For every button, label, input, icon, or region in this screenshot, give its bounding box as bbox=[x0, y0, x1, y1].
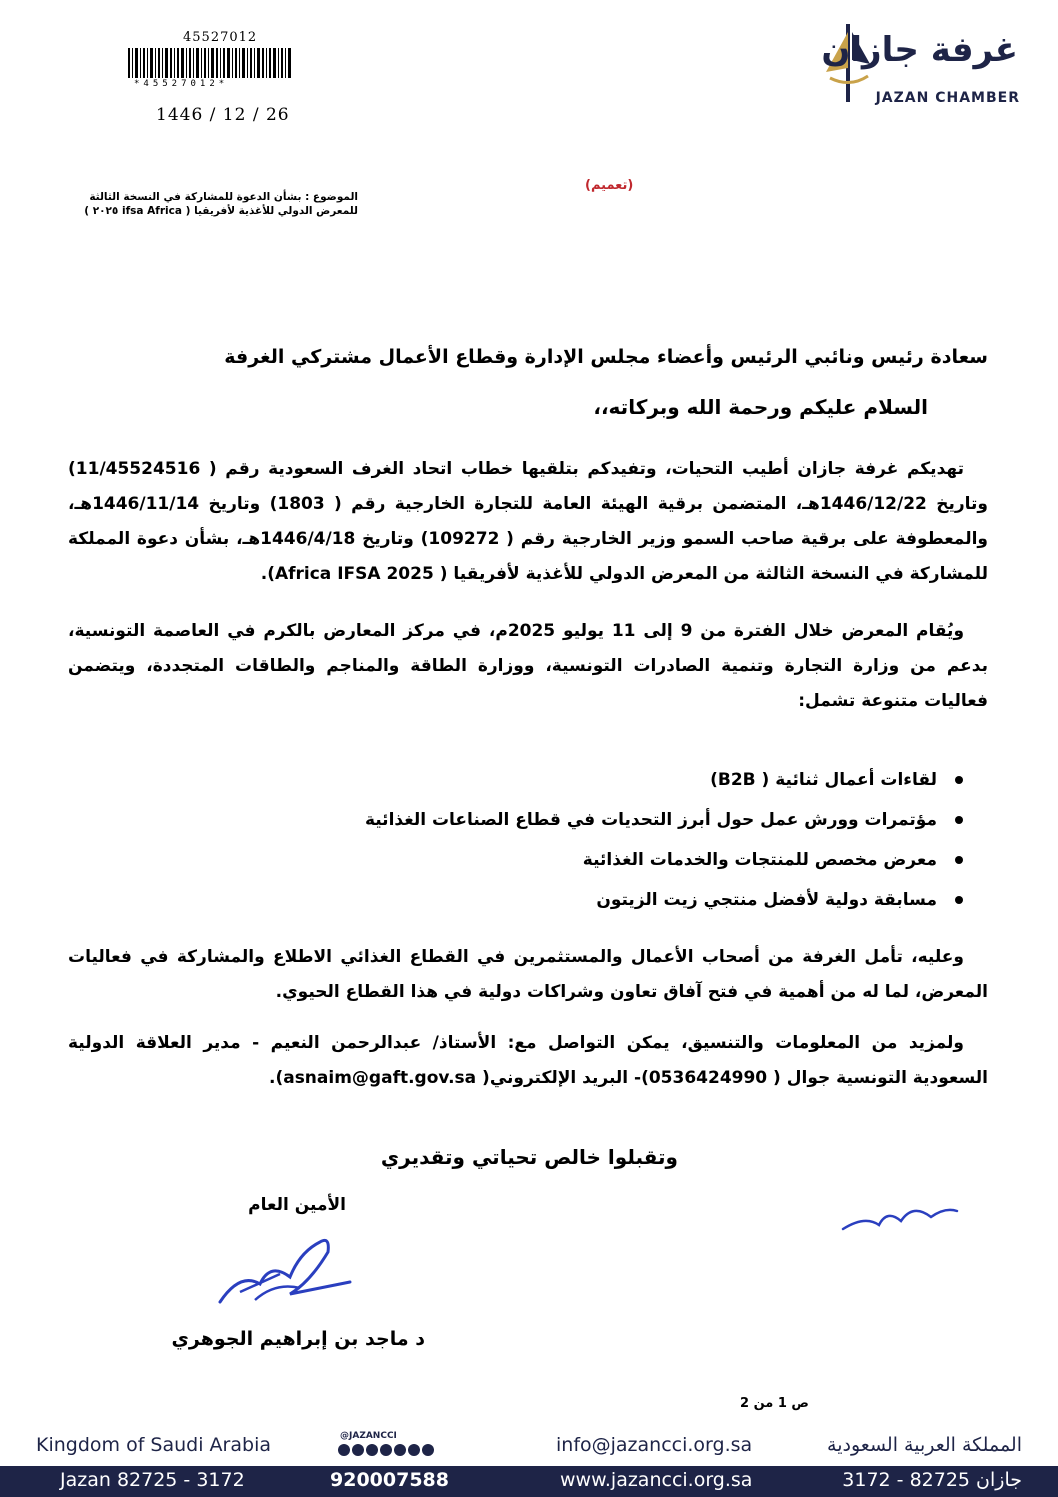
initials-icon bbox=[835, 1195, 965, 1245]
footer-website-link[interactable]: www.jazancci.org.sa bbox=[560, 1469, 753, 1491]
footer-social-handle: @JAZANCCI bbox=[340, 1431, 397, 1441]
footer-country-en: Kingdom of Saudi Arabia bbox=[36, 1434, 271, 1456]
closing-line: وتقبلوا خالص تحياتي وتقديري bbox=[380, 1145, 678, 1169]
bullet-icon bbox=[955, 776, 963, 784]
events-list bbox=[365, 760, 963, 920]
list-item: مؤتمرات وورش عمل حول أبرز التحديات في قطاع الصناعات الغذائية bbox=[365, 800, 963, 840]
footer-phone[interactable]: 920007588 bbox=[330, 1469, 449, 1491]
logo-english-text: JAZAN CHAMBER bbox=[875, 90, 1020, 106]
document-date: 1446 / 12 / 26 bbox=[156, 105, 290, 125]
signature-icon bbox=[200, 1222, 370, 1322]
signatory-title: الأمين العام bbox=[248, 1195, 346, 1215]
footer-address-en: Jazan 82725 - 3172 bbox=[60, 1469, 245, 1491]
paragraph-1: تهديكم غرفة جازان أطيب التحيات، وتفيدكم بتلقيها خطاب اتحاد الغرف السعودية رقم ( 11/45524516) وتاريخ 1446/12/22هـ، المتضمن برقية الهيئة العامة للتجارة الخارجية رقم ( 1803) وتاريخ 1446/11/14هـ، والمعطوفة على برقية صاحب السمو وزير الخارجية رقم ( 109272) وتاريخ 1446/4/18هـ، بشأن دعوة المملكة للمشاركة في النسخة الثالثة من المعرض الدولي للأغذية لأفريقيا ( Africa IFSA 2025). bbox=[68, 459, 988, 584]
paragraph-2: ويُقام المعرض خلال الفترة من 9 إلى 11 يوليو 2025م، في مركز المعارض بالكرم في العاصمة التونسية، بدعم من وزارة التجارة وتنمية الصادرات التونسية، ووزارة الطاقة والمناجم والطاقات المتجددة، ويتضمن فعاليات متنوعة تشمل: bbox=[68, 621, 988, 711]
bullet-icon bbox=[955, 896, 963, 904]
footer-email-link[interactable]: info@jazancci.org.sa bbox=[556, 1434, 753, 1456]
subject-block bbox=[68, 190, 358, 218]
reference-number: 45527012 bbox=[183, 30, 258, 45]
subject-line-1: الموضوع : بشأن الدعوة للمشاركة في النسخة الثالثة bbox=[89, 191, 358, 203]
page-number: ص 1 من 2 bbox=[740, 1396, 809, 1411]
subject-line-2: للمعرض الدولي للأغذية لأفريقيا ( ifsa Africa ٢٠٢٥ ) bbox=[84, 205, 358, 217]
bullet-icon bbox=[955, 816, 963, 824]
barcode-text: *45527012* bbox=[134, 79, 229, 89]
list-item: مسابقة دولية لأفضل منتجي زيت الزيتون bbox=[365, 880, 963, 920]
logo-arabic-text: غرفة جازان bbox=[821, 30, 1018, 70]
barcode bbox=[128, 48, 293, 78]
social-media-icons[interactable] bbox=[336, 1442, 436, 1458]
footer-country-ar: المملكة العربية السعودية bbox=[827, 1434, 1022, 1456]
paragraph-3: وعليه، تأمل الغرفة من أصحاب الأعمال والمستثمرين في القطاع الغذائي الاطلاع والمشاركة في فعاليات المعرض، لما له من أهمية في فتح آفاق تعاون وشراكات دولية في هذا القطاع الحيوي. bbox=[68, 947, 988, 1002]
list-item: لقاءات أعمال ثنائية ( B2B) bbox=[365, 760, 963, 800]
signatory-name: د ماجد بن إبراهيم الجوهري bbox=[171, 1328, 425, 1350]
greeting: السلام عليكم ورحمة الله وبركاته،، bbox=[593, 395, 928, 419]
addressee: سعادة رئيس ونائبي الرئيس وأعضاء مجلس الإدارة وقطاع الأعمال مشتركي الغرفة bbox=[224, 346, 988, 368]
paragraph-4: ولمزيد من المعلومات والتنسيق، يمكن التواصل مع: الأستاذ/ عبدالرحمن النعيم - مدير العلاقة الدولية السعودية التونسية جوال ( 0536424990)- البريد الإلكتروني( asnaim@gaft.gov.sa). bbox=[68, 1033, 988, 1088]
circular-label: (تعميم) bbox=[585, 178, 634, 193]
bullet-icon bbox=[955, 856, 963, 864]
list-item: معرض مخصص للمنتجات والخدمات الغذائية bbox=[365, 840, 963, 880]
footer-address-ar: جازان 82725 - 3172 bbox=[842, 1469, 1022, 1491]
